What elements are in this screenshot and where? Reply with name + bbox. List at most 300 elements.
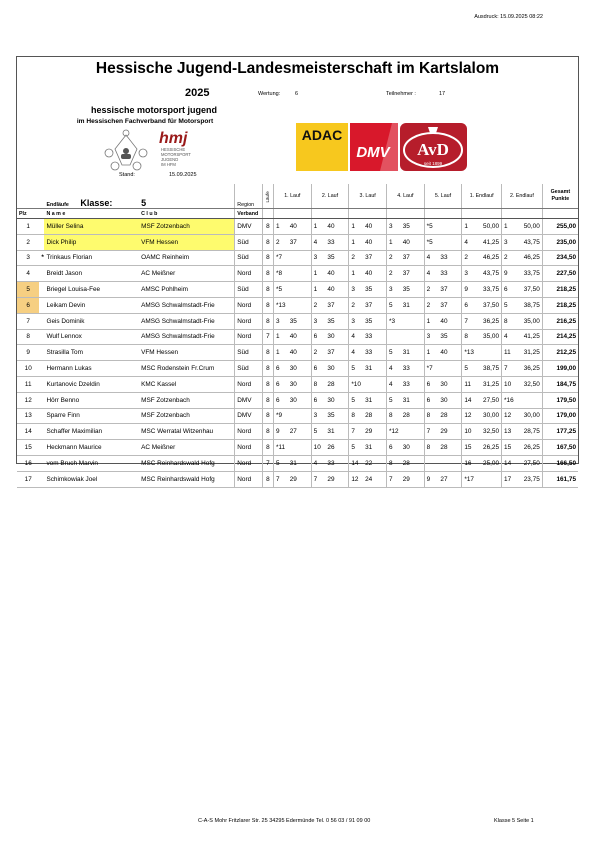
e2-points-cell: 37,50: [516, 282, 542, 298]
l1-rank-cell: 1: [273, 219, 287, 235]
l5-rank-cell: 4: [424, 250, 438, 266]
e2-rank-cell: 2: [502, 250, 516, 266]
e1-rank-cell: *17: [462, 471, 476, 487]
laeufe-cell: 8: [262, 376, 273, 392]
stand-date: 15.09.2025: [169, 172, 197, 178]
organizer-subtitle: im Hessischen Fachverband für Motorsport: [76, 118, 214, 125]
l3-rank-cell: 2: [349, 297, 363, 313]
total-points-cell: 161,75: [542, 471, 578, 487]
l5-points-cell: 30: [438, 392, 461, 408]
organizer-name: hessische motorsport jugend: [90, 105, 218, 115]
table-row: [17, 345, 578, 361]
placement-cell: 5: [17, 282, 39, 298]
l3-rank-cell: 1: [349, 219, 363, 235]
club-cell: VFM Hessen: [139, 234, 235, 250]
l4-rank-cell: 3: [386, 219, 400, 235]
club-cell: MSC Reinhardswald Hofg: [139, 455, 235, 471]
l1-rank-cell: *11: [273, 440, 287, 456]
l5-rank-cell: [424, 455, 438, 471]
table-row: [17, 329, 578, 345]
lauf5-header: 5. Lauf: [424, 184, 462, 209]
l3-rank-cell: 3: [349, 313, 363, 329]
l1-points-cell: 27: [288, 424, 311, 440]
endlauf1-header: 1. Endlauf: [462, 184, 502, 209]
driver-name-cell: Geis Dominik: [44, 313, 139, 329]
table-row: [17, 282, 578, 298]
laeufe-cell: 8: [262, 266, 273, 282]
l1-points-cell: 30: [288, 361, 311, 377]
l1-points-cell: [288, 297, 311, 313]
l3-points-cell: 37: [363, 250, 386, 266]
e1-rank-cell: 3: [462, 266, 476, 282]
e2-rank-cell: 1: [502, 219, 516, 235]
l4-points-cell: 28: [401, 408, 424, 424]
l4-points-cell: 35: [401, 282, 424, 298]
l2-points-cell: 33: [325, 234, 348, 250]
l3-rank-cell: 3: [349, 282, 363, 298]
club-cell: MSC Werratal Witzenhau: [139, 424, 235, 440]
e2-points-cell: 35,00: [516, 313, 542, 329]
svg-text:HESSISCHE: HESSISCHE: [161, 147, 186, 152]
l2-points-cell: 28: [325, 376, 348, 392]
e2-points-cell: 31,25: [516, 345, 542, 361]
l5-rank-cell: 2: [424, 297, 438, 313]
l1-rank-cell: 3: [273, 313, 287, 329]
table-row: [17, 361, 578, 377]
l4-points-cell: 40: [401, 234, 424, 250]
l5-rank-cell: 6: [424, 392, 438, 408]
placement-cell: 11: [17, 376, 39, 392]
club-cell: MSF Zotzenbach: [139, 408, 235, 424]
l2-points-cell: 40: [325, 219, 348, 235]
driver-name-cell: Kurtanovic Dzeldin: [44, 376, 139, 392]
l4-rank-cell: *3: [386, 313, 400, 329]
e2-rank-cell: *16: [502, 392, 516, 408]
laeufe-cell: 8: [262, 440, 273, 456]
table-row: [17, 424, 578, 440]
l3-rank-cell: 5: [349, 440, 363, 456]
l5-points-cell: 33: [438, 266, 461, 282]
l5-rank-cell: 2: [424, 282, 438, 298]
e2-rank-cell: 5: [502, 297, 516, 313]
l3-points-cell: [363, 376, 386, 392]
total-points-cell: 255,00: [542, 219, 578, 235]
e2-points-cell: 30,00: [516, 408, 542, 424]
table-header-row: [17, 184, 578, 209]
l1-rank-cell: 5: [273, 455, 287, 471]
l5-rank-cell: 8: [424, 408, 438, 424]
l2-rank-cell: 1: [311, 266, 325, 282]
l3-rank-cell: 12: [349, 471, 363, 487]
l4-points-cell: 30: [401, 440, 424, 456]
e1-points-cell: 38,75: [476, 361, 501, 377]
table-row: [17, 234, 578, 250]
footer-contact: C-A-S Mohr Fritzlarer Str. 25 34295 Edermünde Tel. 0 56 03 / 91 09 00: [198, 818, 371, 824]
l3-points-cell: 31: [363, 392, 386, 408]
table-row: [17, 219, 578, 235]
total-points-cell: 177,25: [542, 424, 578, 440]
l5-points-cell: 27: [438, 471, 461, 487]
e1-rank-cell: 2: [462, 250, 476, 266]
l1-points-cell: 40: [288, 219, 311, 235]
l2-rank-cell: 1: [311, 282, 325, 298]
e1-points-cell: 25,00: [476, 455, 501, 471]
table-row: [17, 266, 578, 282]
placement-cell: 2: [17, 234, 39, 250]
laeufe-cell: 8: [262, 345, 273, 361]
results-table: [17, 184, 578, 488]
l2-rank-cell: 2: [311, 297, 325, 313]
e2-rank-cell: 3: [502, 234, 516, 250]
l4-points-cell: 31: [401, 345, 424, 361]
laeufe-cell: 8: [262, 297, 273, 313]
verband-cell: Süd: [235, 282, 262, 298]
l3-points-cell: 31: [363, 361, 386, 377]
l4-rank-cell: 5: [386, 297, 400, 313]
total-points-cell: 234,50: [542, 250, 578, 266]
e2-rank-cell: 17: [502, 471, 516, 487]
l5-rank-cell: 7: [424, 424, 438, 440]
mark-cell: *: [39, 250, 44, 266]
driver-name-cell: Hermann Lukas: [44, 361, 139, 377]
footer-page: Klasse 5 Seite 1: [494, 818, 534, 824]
l2-rank-cell: 3: [311, 250, 325, 266]
hmj-logo-text: hmj: [159, 130, 188, 147]
l3-rank-cell: 14: [349, 455, 363, 471]
l1-rank-cell: *13: [273, 297, 287, 313]
l3-rank-cell: 2: [349, 250, 363, 266]
l4-rank-cell: 6: [386, 440, 400, 456]
verband-cell: Süd: [235, 250, 262, 266]
driver-name-cell: Leikam Devin: [44, 297, 139, 313]
adac-logo-text: ADAC: [301, 127, 343, 143]
driver-name-cell: Schaffer Maximilian: [44, 424, 139, 440]
l4-rank-cell: 2: [386, 266, 400, 282]
e1-rank-cell: 10: [462, 424, 476, 440]
l4-rank-cell: 8: [386, 455, 400, 471]
plz-header: Plz: [17, 209, 39, 219]
l5-points-cell: 28: [438, 440, 461, 456]
e1-rank-cell: 11: [462, 376, 476, 392]
l1-points-cell: [288, 282, 311, 298]
l2-rank-cell: 4: [311, 455, 325, 471]
club-cell: KMC Kassel: [139, 376, 235, 392]
club-cell: MSC Rodenstein Fr.Crum: [139, 361, 235, 377]
driver-name-cell: Hörr Benno: [44, 392, 139, 408]
e1-points-cell: 35,00: [476, 329, 501, 345]
l1-rank-cell: *7: [273, 250, 287, 266]
l1-points-cell: 37: [288, 234, 311, 250]
l2-rank-cell: 7: [311, 471, 325, 487]
e1-points-cell: 30,00: [476, 408, 501, 424]
e2-points-cell: 36,25: [516, 361, 542, 377]
wertung-label: Wertung:: [258, 91, 281, 97]
club-cell: MSF Zotzenbach: [139, 392, 235, 408]
l3-points-cell: 40: [363, 219, 386, 235]
l4-points-cell: [401, 329, 424, 345]
l2-points-cell: 37: [325, 297, 348, 313]
e2-points-cell: 38,75: [516, 297, 542, 313]
page-title: Hessische Jugend-Landesmeisterschaft im Kartslalom: [95, 60, 500, 77]
l1-rank-cell: 1: [273, 329, 287, 345]
e1-rank-cell: 12: [462, 408, 476, 424]
table-row: [17, 455, 578, 471]
placement-cell: 7: [17, 313, 39, 329]
l3-points-cell: 29: [363, 424, 386, 440]
table-subheader-row: [17, 209, 578, 219]
lauf1-header: 1. Lauf: [273, 184, 311, 209]
l5-points-cell: [438, 219, 461, 235]
l5-points-cell: 40: [438, 313, 461, 329]
l1-points-cell: [288, 440, 311, 456]
driver-name-cell: Briegel Louisa-Fee: [44, 282, 139, 298]
e2-rank-cell: 6: [502, 282, 516, 298]
driver-name-cell: Dick Philip: [44, 234, 139, 250]
e1-points-cell: 31,25: [476, 376, 501, 392]
club-cell: VFM Hessen: [139, 345, 235, 361]
l2-rank-cell: 4: [311, 234, 325, 250]
l3-rank-cell: 4: [349, 345, 363, 361]
driver-name-cell: Müller Selina: [44, 219, 139, 235]
driver-name-cell: Breidt Jason: [44, 266, 139, 282]
e2-points-cell: 28,75: [516, 424, 542, 440]
l3-rank-cell: 5: [349, 361, 363, 377]
e2-points-cell: 43,75: [516, 234, 542, 250]
club-cell: AMSG Schwalmstadt-Frie: [139, 313, 235, 329]
l3-points-cell: 28: [363, 408, 386, 424]
e2-rank-cell: 8: [502, 313, 516, 329]
club-cell: AC Meißner: [139, 440, 235, 456]
club-cell: AMSG Schwalmstadt-Frie: [139, 329, 235, 345]
dmv-logo-text: DMV: [356, 144, 390, 161]
l2-rank-cell: 1: [311, 219, 325, 235]
l4-rank-cell: 2: [386, 250, 400, 266]
l1-points-cell: [288, 408, 311, 424]
club-header: C l u b: [139, 209, 235, 219]
l4-points-cell: 31: [401, 297, 424, 313]
total-points-cell: 218,25: [542, 297, 578, 313]
table-row: [17, 297, 578, 313]
season-year: 2025: [185, 87, 210, 99]
verband-cell: Nord: [235, 376, 262, 392]
l5-rank-cell: *5: [424, 234, 438, 250]
placement-cell: 15: [17, 440, 39, 456]
laeufe-cell: 8: [262, 250, 273, 266]
gesamt-header: Gesamt Punkte: [542, 184, 578, 209]
e1-points-cell: 46,25: [476, 250, 501, 266]
l2-rank-cell: 3: [311, 408, 325, 424]
verband-cell: Süd: [235, 234, 262, 250]
laeufe-cell: 8: [262, 424, 273, 440]
placement-cell: 1: [17, 219, 39, 235]
l5-rank-cell: 9: [424, 471, 438, 487]
l2-points-cell: 30: [325, 361, 348, 377]
laeufe-header: Läufe: [262, 184, 273, 209]
driver-name-cell: Trinkaus Florian: [44, 250, 139, 266]
l3-rank-cell: 1: [349, 234, 363, 250]
wertung-value: 6: [295, 91, 299, 97]
klasse-label: Klasse:: [80, 198, 113, 208]
l1-points-cell: 30: [288, 392, 311, 408]
svg-text:MOTORSPORT: MOTORSPORT: [161, 152, 191, 157]
table-row: [17, 392, 578, 408]
l3-points-cell: 33: [363, 345, 386, 361]
total-points-cell: 212,25: [542, 345, 578, 361]
l5-points-cell: [438, 455, 461, 471]
e1-points-cell: [476, 471, 501, 487]
l5-points-cell: 37: [438, 282, 461, 298]
e1-rank-cell: 9: [462, 282, 476, 298]
club-cell: MSC Reinhardswald Hofg: [139, 471, 235, 487]
l4-points-cell: 33: [401, 361, 424, 377]
e2-points-cell: 33,75: [516, 266, 542, 282]
e2-points-cell: [516, 392, 542, 408]
e2-points-cell: 23,75: [516, 471, 542, 487]
laeufe-cell: 8: [262, 361, 273, 377]
l1-points-cell: 35: [288, 313, 311, 329]
l1-rank-cell: *8: [273, 266, 287, 282]
l5-rank-cell: 4: [424, 266, 438, 282]
verband-cell: Nord: [235, 471, 262, 487]
results-sheet: [16, 56, 579, 483]
l4-rank-cell: 4: [386, 361, 400, 377]
l4-rank-cell: 3: [386, 282, 400, 298]
endlauf2-header: 2. Endlauf: [502, 184, 543, 209]
l5-points-cell: 28: [438, 408, 461, 424]
table-row: [17, 440, 578, 456]
e1-rank-cell: 5: [462, 361, 476, 377]
l2-rank-cell: 6: [311, 329, 325, 345]
total-points-cell: 218,25: [542, 282, 578, 298]
l1-rank-cell: 7: [273, 471, 287, 487]
l5-points-cell: [438, 361, 461, 377]
l3-points-cell: 24: [363, 471, 386, 487]
l3-rank-cell: 7: [349, 424, 363, 440]
l5-rank-cell: 3: [424, 329, 438, 345]
l3-rank-cell: 5: [349, 392, 363, 408]
driver-name-cell: Schimkowiak Joel: [44, 471, 139, 487]
l2-points-cell: 35: [325, 250, 348, 266]
l3-points-cell: 40: [363, 234, 386, 250]
laeufe-cell: 7: [262, 329, 273, 345]
l4-rank-cell: [386, 329, 400, 345]
region-header: Region: [235, 184, 262, 209]
l3-points-cell: 35: [363, 282, 386, 298]
l1-rank-cell: *5: [273, 282, 287, 298]
e1-rank-cell: 4: [462, 234, 476, 250]
l5-points-cell: 30: [438, 376, 461, 392]
e1-points-cell: 43,75: [476, 266, 501, 282]
total-points-cell: 199,00: [542, 361, 578, 377]
verband-cell: DMV: [235, 408, 262, 424]
e1-rank-cell: 6: [462, 297, 476, 313]
placement-cell: 17: [17, 471, 39, 487]
l2-points-cell: 35: [325, 408, 348, 424]
l1-points-cell: 40: [288, 345, 311, 361]
e1-rank-cell: 8: [462, 329, 476, 345]
lauf4-header: 4. Lauf: [386, 184, 424, 209]
table-row: [17, 376, 578, 392]
verband-cell: Nord: [235, 313, 262, 329]
verband-header: Verband: [235, 209, 262, 219]
e2-rank-cell: 13: [502, 424, 516, 440]
verband-cell: Süd: [235, 345, 262, 361]
l2-rank-cell: 6: [311, 392, 325, 408]
placement-cell: 9: [17, 345, 39, 361]
l1-points-cell: 30: [288, 376, 311, 392]
total-points-cell: 227,50: [542, 266, 578, 282]
l1-rank-cell: 6: [273, 361, 287, 377]
l2-points-cell: 29: [325, 471, 348, 487]
l1-rank-cell: 2: [273, 234, 287, 250]
placement-cell: 3: [17, 250, 39, 266]
teilnehmer-label: Teilnehmer :: [386, 91, 416, 97]
l2-points-cell: 30: [325, 329, 348, 345]
l2-rank-cell: 3: [311, 313, 325, 329]
teilnehmer-value: 17: [439, 91, 446, 97]
l5-points-cell: 35: [438, 329, 461, 345]
l4-points-cell: [401, 424, 424, 440]
l2-rank-cell: 2: [311, 345, 325, 361]
e2-rank-cell: 9: [502, 266, 516, 282]
e2-points-cell: 26,25: [516, 440, 542, 456]
l4-points-cell: 37: [401, 250, 424, 266]
verband-cell: DMV: [235, 219, 262, 235]
l1-rank-cell: 6: [273, 376, 287, 392]
l5-points-cell: [438, 234, 461, 250]
placement-cell: 12: [17, 392, 39, 408]
verband-cell: DMV: [235, 392, 262, 408]
l4-points-cell: [401, 313, 424, 329]
e1-points-cell: 33,75: [476, 282, 501, 298]
sponsor-logos: [296, 123, 467, 171]
e1-points-cell: 27,50: [476, 392, 501, 408]
l3-points-cell: 35: [363, 313, 386, 329]
l4-rank-cell: 5: [386, 345, 400, 361]
table-row: [17, 471, 578, 487]
l5-rank-cell: 1: [424, 313, 438, 329]
l1-points-cell: [288, 250, 311, 266]
e2-points-cell: 32,50: [516, 376, 542, 392]
lauf2-header: 2. Lauf: [311, 184, 349, 209]
l5-points-cell: 40: [438, 345, 461, 361]
table-row: [17, 313, 578, 329]
driver-name-cell: Wulf Lennox: [44, 329, 139, 345]
l4-points-cell: 31: [401, 392, 424, 408]
table-row: [17, 250, 578, 266]
print-timestamp: Ausdruck: 15.09.2025 08:22: [474, 14, 543, 20]
l5-rank-cell: *5: [424, 219, 438, 235]
e2-rank-cell: 10: [502, 376, 516, 392]
club-cell: OAMC Reinheim: [139, 250, 235, 266]
e1-points-cell: 50,00: [476, 219, 501, 235]
l2-points-cell: 37: [325, 345, 348, 361]
l4-points-cell: 33: [401, 376, 424, 392]
l2-points-cell: 26: [325, 440, 348, 456]
laeufe-cell: 8: [262, 408, 273, 424]
l4-rank-cell: 5: [386, 392, 400, 408]
club-cell: AMSC Pohlheim: [139, 282, 235, 298]
stand-label: Stand:: [119, 172, 135, 178]
e1-points-cell: 36,25: [476, 313, 501, 329]
laeufe-cell: 7: [262, 455, 273, 471]
e2-rank-cell: 14: [502, 455, 516, 471]
l1-rank-cell: *9: [273, 408, 287, 424]
verband-cell: Nord: [235, 266, 262, 282]
l3-rank-cell: 1: [349, 266, 363, 282]
l2-rank-cell: 10: [311, 440, 325, 456]
l2-points-cell: 35: [325, 313, 348, 329]
